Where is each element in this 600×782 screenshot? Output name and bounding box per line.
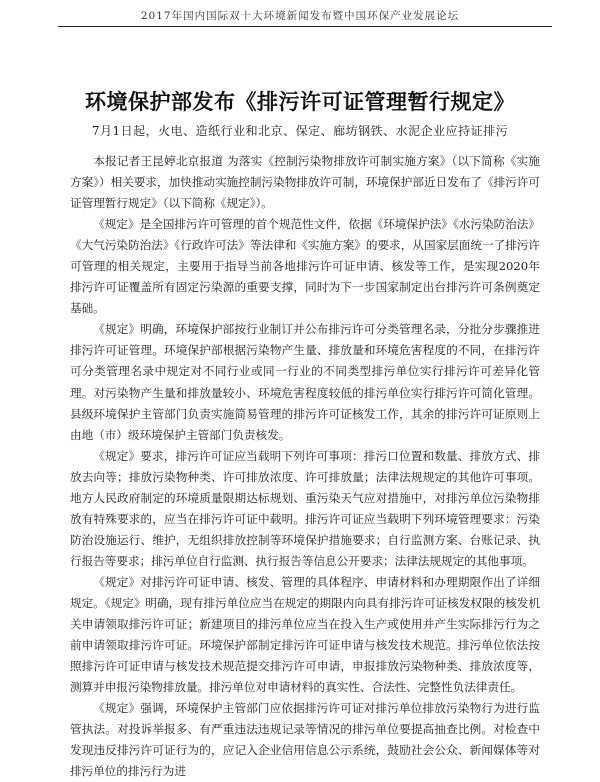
article-title: 环境保护部发布《排污许可证管理暂行规定》 (85, 90, 515, 114)
header-divider (58, 26, 552, 27)
paragraph: 《规定》强调，环境保护主管部门应依据排污许可证对排污单位排放污染物行为进行监管执法。对投诉举报多、有严重违法违规记录等情况的排污单位要提高抽查比例。对检查中发现违反排污许可证行为的，应记入企业信用信息公示系统，鼓励社会公众、新闻媒体等对排污单位的排污行为进 (70, 701, 540, 779)
paragraph: 本报记者王昆婷北京报道 为落实《控制污染物排放许可制实施方案》（以下简称《实施方案》）相关要求，加快推动实施控制污染物排放许可制，环境保护部近日发布了《排污许可证管理暂行规定》（以下简称《规定》）。 (70, 154, 540, 211)
paragraph: 《规定》是全国排污许可管理的首个规范性文件，依据《环境保护法》《水污染防治法》《大气污染防治法》《行政许可法》等法律和《实施方案》的要求，从国家层面统一了排污许可管理的相关规定，主要用于指导当前各地排污许可证申请、核发等工作，是实现2020年排污许可证覆盖所有固定污染源的重要支撑，同时为下一步国家制定出台排污许可条例奠定基础。 (70, 217, 540, 316)
article-body (70, 151, 540, 782)
paragraph: 《规定》明确，环境保护部按行业制订并公布排污许可分类管理名录，分批分步骤推进排污许可证管理。环境保护部根据污染物产生量、排放量和环境危害程度的不同，在排污许可分类管理名录中规定对不同行业或同一行业的不同类型排污单位实行排污许可差异化管理。对污染物产生量和排放量较小、环境危害程度较低的排污单位实行排污许可简化管理。县级环境保护主管部门负责实施简易管理的排污许可证核发工作，其余的排污许可证原则上由地（市）级环境保护主管部门负责核发。 (70, 322, 540, 442)
header-title: 2017年国内国际双十大环境新闻发布暨中国环保产业发展论坛 (140, 10, 460, 22)
paragraph: 《规定》要求，排污许可证应当载明下列许可事项：排污口位置和数量、排放方式、排放去向等；排放污染物种类、许可排放浓度、许可排放量；法律法规规定的其他许可事项。地方人民政府制定的环境质量限期达标规划、重污染天气应对措施中，对排污单位污染物排放有特殊要求的，应当在排污许可证中载明。排污许可证应当载明下列环境管理要求：污染防治设施运行、维护，无组织排放控制等环境保护措施要求；自行监测方案、台账记录、执行报告等要求；排污单位自行监测、执行报告等信息公开要求；法律法规规定的其他事项。 (70, 448, 540, 568)
paragraph: 《规定》对排污许可证申请、核发、管理的具体程序、申请材料和办理期限作出了详细规定。《规定》明确，现有排污单位应当在规定的期限内向具有排污许可证核发权限的核发机关申请领取排污许可证；新建项目的排污单位应当在投入生产或使用并产生实际排污行为之前申请领取排污许可证。环境保护部制定排污许可证申请与核发技术规范。排污单位依法按照排污许可证申请与核发技术规范提交排污许可申请，申报排放污染物种类、排放浓度等，测算并申报污染物排放量。排污单位对申请材料的真实性、合法性、完整性负法律责任。 (70, 574, 540, 695)
article-subtitle: 7月1日起，火电、造纸行业和北京、保定、廊坊钢铁、水泥企业应持证排污 (91, 124, 509, 138)
page-header (0, 0, 600, 30)
